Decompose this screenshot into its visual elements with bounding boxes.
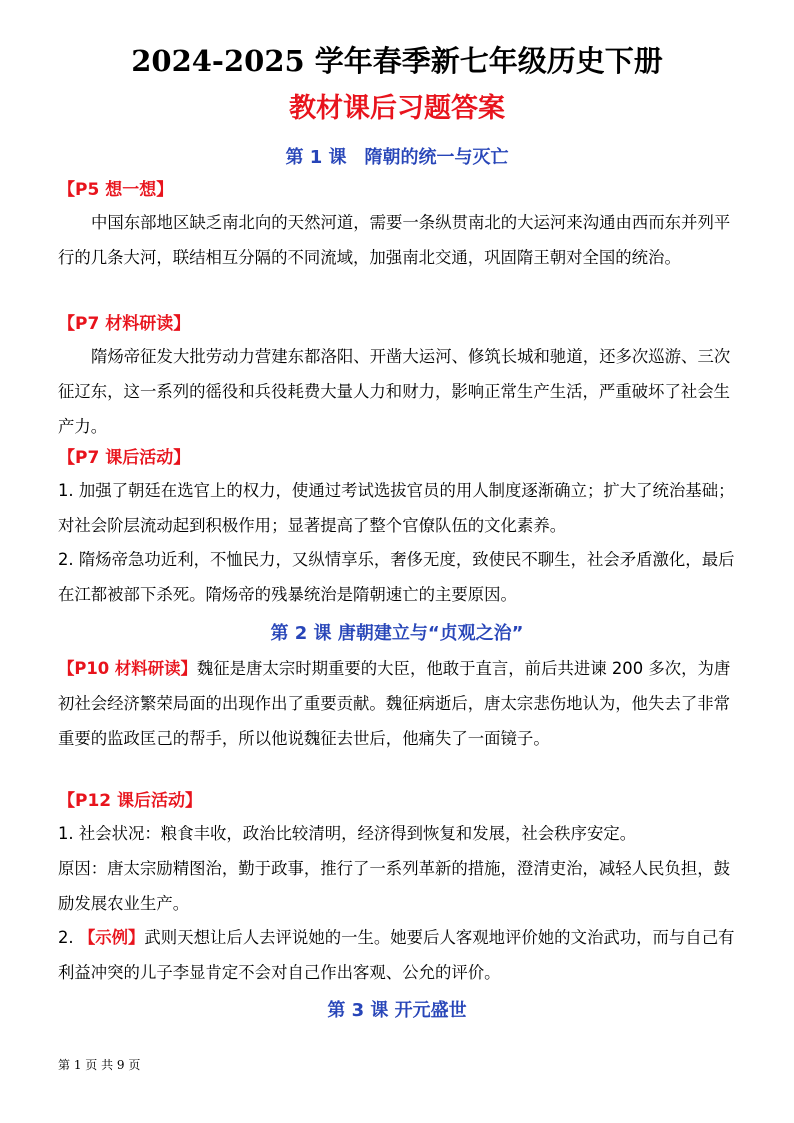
- section-tag-p12: 【P12 课后活动】: [58, 791, 203, 811]
- answer-item-1: 1. 加强了朝廷在选官上的权力，使通过考试选拔官员的用人制度逐渐确立；扩大了统治基础；对社会阶层流动起到积极作用；显著提高了整个官僚队伍的文化素养。: [58, 481, 735, 535]
- lesson-2-title: 第 2 课 唐朝建立与“贞观之治”: [270, 623, 524, 644]
- section-text-p5: 中国东部地区缺乏南北向的天然河道，需要一条纵贯南北的大运河来沟通由西而东并列平行的几条大河，联结相互分隔的不同流域，加强南北交通，巩固隋王朝对全国的统治。: [58, 213, 731, 267]
- answer-item-2: 2. 隋炀帝急功近利，不恤民力，又纵情享乐，奢侈无度，致使民不聊生，社会矛盾激化，最后在江都被部下杀死。隋炀帝的残暴统治是隋朝速亡的主要原因。: [58, 550, 735, 604]
- section-tag-p10: 【P10 材料研读】: [58, 659, 197, 678]
- answer-item-2-number: 2.: [58, 928, 74, 947]
- section-tag-p7-material: 【P7 材料研读】: [58, 314, 191, 334]
- section-p10: [58, 651, 738, 756]
- section-tag-p7-activity: 【P7 课后活动】: [58, 448, 191, 468]
- answer-item-1-p12: 1. 社会状况：粮食丰收，政治比较清明，经济得到恢复和发展，社会秩序安定。: [58, 824, 637, 843]
- lesson-1-title: 第 1 课 隋朝的统一与灭亡: [285, 147, 509, 168]
- document-title: 2024-2025 学年春季新七年级历史下册: [131, 44, 663, 78]
- lesson-3-title: 第 3 课 开元盛世: [327, 1000, 467, 1021]
- answer-reason-p12: 原因：唐太宗励精图治，勤于政事，推行了一系列革新的措施，澄清吏治，减轻人民负担，鼓励发展农业生产。: [58, 859, 731, 913]
- answer-item-2-p12: [58, 920, 738, 990]
- document-subtitle: 教材课后习题答案: [289, 93, 505, 124]
- page-number: 第 1 页 共 9 页: [58, 1058, 141, 1072]
- example-tag: 【示例】: [78, 928, 145, 947]
- section-tag-p5: 【P5 想一想】: [58, 180, 174, 200]
- section-text-p10: 魏征是唐太宗时期重要的大臣，他敢于直言，前后共进谏 200 多次，为唐初社会经济繁荣局面的出现作出了重要贡献。魏征病逝后，唐太宗悲伤地认为，他失去了非常重要的监政匡己的帮手，所以他说魏征去世后，他痛失了一面镜子。: [58, 659, 731, 748]
- answer-item-2-text: 武则天想让后人去评说她的一生。她要后人客观地评价她的文治武功，而与自己有利益冲突的儿子李显肯定不会对自己作出客观、公允的评价。: [58, 928, 735, 982]
- section-text-p7-material: 隋炀帝征发大批劳动力营建东都洛阳、开凿大运河、修筑长城和驰道，还多次巡游、三次征辽东，这一系列的徭役和兵役耗费大量人力和财力，影响正常生产生活，严重破坏了社会生产力。: [58, 347, 731, 436]
